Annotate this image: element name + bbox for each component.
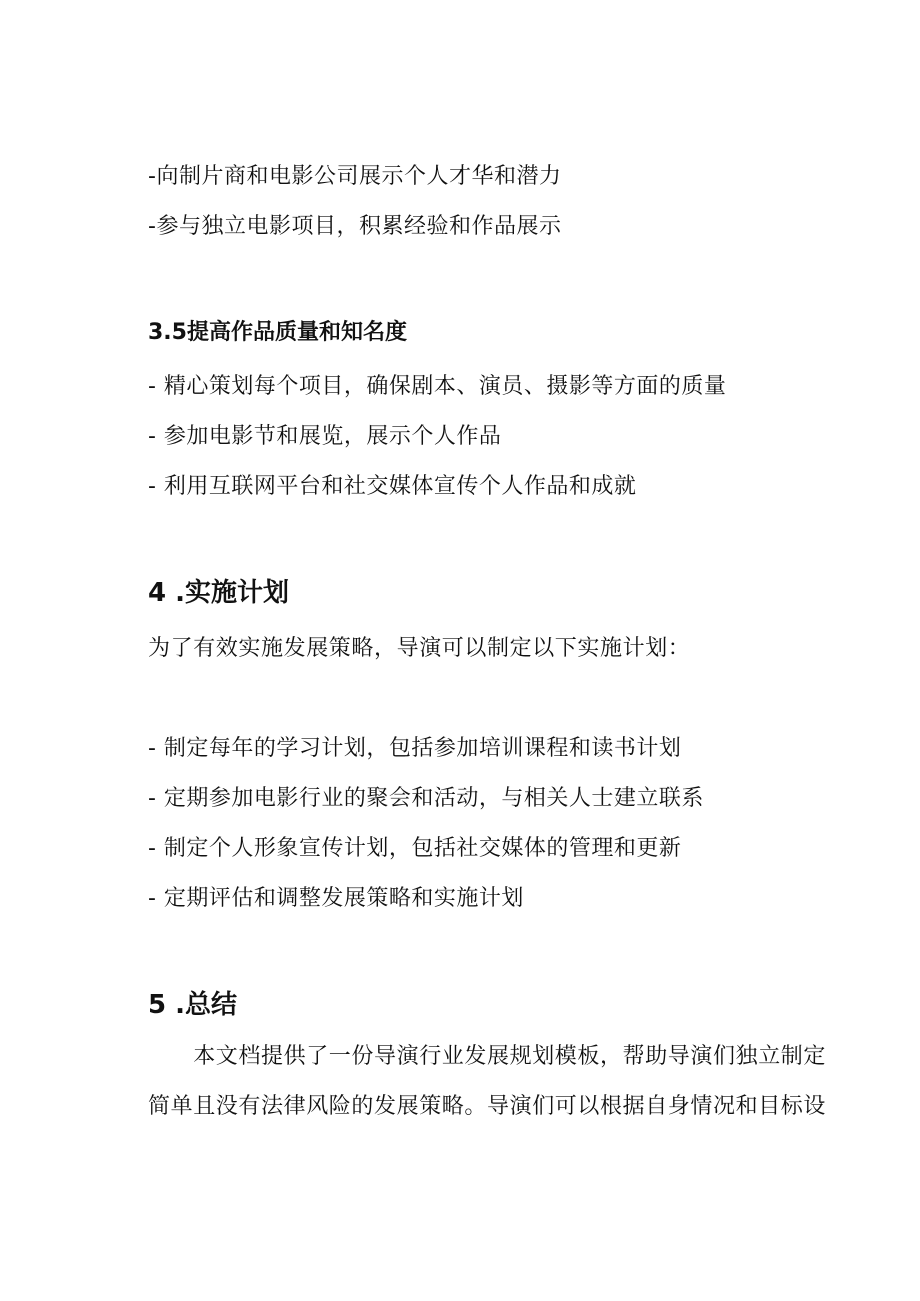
paragraph-line: 本文档提供了一份导演行业发展规划模板，帮助导演们独立制定 [148, 1044, 827, 1069]
section-heading-5: 5 .总结 [148, 990, 238, 1020]
list-item: - 定期参加电影行业的聚会和活动，与相关人士建立联系 [148, 786, 704, 811]
list-item: - 利用互联网平台和社交媒体宣传个人作品和成就 [148, 474, 637, 499]
list-item: -参与独立电影项目，积累经验和作品展示 [148, 214, 562, 239]
list-item: - 参加电影节和展览，展示个人作品 [148, 424, 502, 449]
section-heading-4: 4 .实施计划 [148, 578, 290, 608]
list-item: -向制片商和电影公司展示个人才华和潜力 [148, 164, 562, 189]
list-item: - 制定每年的学习计划，包括参加培训课程和读书计划 [148, 736, 682, 761]
list-item: - 定期评估和调整发展策略和实施计划 [148, 886, 524, 911]
section-intro: 为了有效实施发展策略，导演可以制定以下实施计划： [148, 636, 691, 661]
list-item: - 精心策划每个项目，确保剧本、演员、摄影等方面的质量 [148, 374, 727, 399]
paragraph-line: 简单且没有法律风险的发展策略。导演们可以根据自身情况和目标设 [148, 1094, 827, 1119]
list-item: - 制定个人形象宣传计划，包括社交媒体的管理和更新 [148, 836, 682, 861]
section-heading-3-5: 3.5提高作品质量和知名度 [148, 320, 407, 345]
